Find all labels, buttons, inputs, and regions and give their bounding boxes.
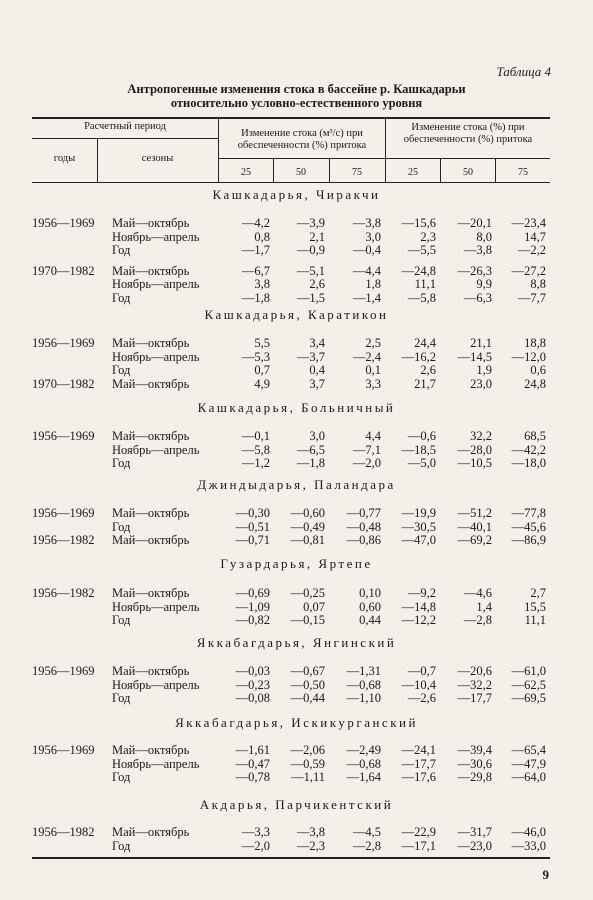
table-row [0,664,593,678]
header-divider-period [218,117,219,182]
header-flow-pct: Изменение стока (%) при обеспеченности (%) притока [403,122,533,145]
season-cell: Ноябрь—апрель [112,599,200,614]
value-cell: —4,4 [352,263,381,278]
value-cell: —12,2 [401,613,436,628]
value-cell: —26,3 [457,263,492,278]
value-cell: —0,15 [290,613,325,628]
value-cell: 11,1 [414,277,436,292]
table-row [0,839,593,853]
header-prob-50: 50 [296,167,306,178]
value-cell: 32,2 [470,429,492,443]
value-cell: —5,0 [407,456,436,471]
value-cell: 0,10 [359,586,381,600]
value-cell: —3,8 [352,216,381,230]
value-cell: —0,7 [407,664,436,678]
table-row [0,691,593,705]
section-title: Яккабагдарья, Искикурганский [175,715,418,730]
value-cell: —46,0 [511,825,546,839]
value-cell: —0,71 [235,533,270,548]
section-title: Джиндыдарья, Паландара [197,477,396,492]
value-cell: 24,8 [524,376,546,391]
value-cell: —47,0 [401,533,436,548]
value-cell: —0,30 [235,506,270,520]
table-title-line1: Антропогенные изменения стока в бассейне р. Кашкадарьи [127,82,466,96]
value-cell: —1,8 [296,456,325,471]
header-years: годы [53,153,76,164]
table-row [0,336,593,350]
table-row [0,277,593,291]
years-cell: 1956—1969 [32,506,95,520]
value-cell: —4,6 [463,586,492,600]
value-cell: —0,86 [346,533,381,548]
value-cell: —9,2 [407,586,436,600]
value-cell: 14,7 [524,229,546,244]
value-cell: —1,2 [241,456,270,471]
table-row [0,363,593,377]
table-row [0,506,593,520]
value-cell: —17,7 [457,691,492,706]
season-cell: Май—октябрь [112,533,190,548]
table-row [0,216,593,230]
years-cell: 1956—1982 [32,586,95,600]
season-cell: Ноябрь—апрель [112,349,200,364]
header-prob-25: 25 [241,167,251,178]
value-cell: 0,8 [254,229,270,244]
value-cell: —2,8 [352,838,381,853]
value-cell: —39,4 [457,743,492,757]
value-cell: —0,51 [235,519,270,534]
value-cell: —17,7 [401,756,436,771]
table-row [0,429,593,443]
value-cell: —22,9 [401,825,436,839]
value-cell: 0,60 [359,599,381,614]
season-cell: Ноябрь—апрель [112,277,200,292]
value-cell: —1,31 [346,664,381,678]
value-cell: —1,09 [235,599,270,614]
season-cell: Год [112,456,131,471]
value-cell: —1,4 [352,291,381,305]
season-cell: Ноябрь—апрель [112,677,200,692]
section-title: Кашкадарья, Больничный [197,400,396,415]
value-cell: —0,1 [241,429,270,443]
header-period: Расчетный период [84,121,166,132]
value-cell: —4,2 [241,216,270,230]
value-cell: —18,0 [511,456,546,471]
table-row [0,443,593,457]
value-cell: —2,8 [463,613,492,628]
value-cell: —17,6 [401,770,436,785]
years-cell: 1956—1969 [32,743,95,757]
table-row [0,533,593,547]
season-cell: Ноябрь—апрель [112,756,200,771]
value-cell: 0,4 [309,363,325,378]
section-title: Гузардарья, Яртепе [220,556,373,571]
value-cell: —32,2 [457,677,492,692]
value-cell: —27,2 [511,263,546,278]
header-prob-25: 25 [408,167,418,178]
value-cell: 2,7 [530,586,546,600]
value-cell: 3,0 [309,429,325,443]
value-cell: 3,0 [365,229,381,244]
years-cell: 1956—1982 [32,825,95,839]
value-cell: —18,5 [401,442,436,457]
table-row [0,377,593,391]
value-cell: —24,1 [401,743,436,757]
header-flow-m3: Изменение стока (м³/с) при обеспеченности (%) притока [237,128,367,151]
value-cell: —1,10 [346,691,381,706]
season-cell: Май—октябрь [112,216,190,230]
value-cell: —1,5 [296,291,325,305]
value-cell: —1,61 [235,743,270,757]
value-cell: —0,9 [296,243,325,258]
value-cell: —40,1 [457,519,492,534]
table-row [0,350,593,364]
season-cell: Май—октябрь [112,664,190,678]
table-row [0,678,593,692]
value-cell: —0,4 [352,243,381,258]
value-cell: 1,4 [476,599,492,614]
header-divider [273,158,274,182]
value-cell: —2,0 [352,456,381,471]
value-cell: —23,0 [457,838,492,853]
value-cell: —30,6 [457,756,492,771]
season-cell: Ноябрь—апрель [112,442,200,457]
table-row [0,230,593,244]
value-cell: —19,9 [401,506,436,520]
season-cell: Год [112,613,131,628]
table-row [0,456,593,470]
header-divider [329,158,330,182]
value-cell: —6,3 [463,291,492,305]
value-cell: 2,3 [420,229,436,244]
value-cell: 5,5 [254,336,270,350]
season-cell: Год [112,363,131,378]
value-cell: —61,0 [511,664,546,678]
value-cell: —51,2 [457,506,492,520]
value-cell: —5,8 [241,442,270,457]
value-cell: —24,8 [401,263,436,278]
value-cell: —0,60 [290,506,325,520]
value-cell: —0,67 [290,664,325,678]
table-row [0,291,593,305]
value-cell: 21,1 [470,336,492,350]
value-cell: —20,1 [457,216,492,230]
years-cell: 1956—1969 [32,664,95,678]
value-cell: 4,9 [254,376,270,391]
value-cell: 3,4 [309,336,325,350]
years-cell: 1956—1969 [32,429,95,443]
table-row [0,243,593,257]
value-cell: —3,8 [463,243,492,258]
value-cell: —0,59 [290,756,325,771]
value-cell: —10,5 [457,456,492,471]
table-row [0,770,593,784]
value-cell: —69,5 [511,691,546,706]
value-cell: 11,1 [524,613,546,628]
value-cell: —28,0 [457,442,492,457]
header-prob-75: 75 [518,167,528,178]
table-label: Таблица 4 [496,64,551,79]
header-bottom-rule [32,182,550,183]
value-cell: 9,9 [476,277,492,292]
value-cell: —47,9 [511,756,546,771]
value-cell: —62,5 [511,677,546,692]
season-cell: Май—октябрь [112,336,190,350]
value-cell: —5,8 [407,291,436,305]
value-cell: —1,7 [241,243,270,258]
value-cell: 21,7 [414,376,436,391]
value-cell: —29,8 [457,770,492,785]
value-cell: 18,8 [524,336,546,350]
value-cell: —3,9 [296,216,325,230]
value-cell: —0,78 [235,770,270,785]
table-row [0,825,593,839]
value-cell: —1,11 [291,770,325,785]
value-cell: —2,2 [517,243,546,258]
value-cell: 0,1 [365,363,381,378]
value-cell: 15,5 [524,599,546,614]
value-cell: —0,47 [235,756,270,771]
header-divider-units [385,117,386,182]
value-cell: —45,6 [511,519,546,534]
value-cell: —14,5 [457,349,492,364]
season-cell: Май—октябрь [112,376,190,391]
season-cell: Год [112,291,131,305]
value-cell: —64,0 [511,770,546,785]
value-cell: —7,7 [517,291,546,305]
value-cell: 3,7 [309,376,325,391]
value-cell: 0,6 [530,363,546,378]
value-cell: 0,44 [359,613,381,628]
section-title: Кашкадарья, Чиракчи [212,187,381,202]
value-cell: —0,50 [290,677,325,692]
table-row [0,600,593,614]
table-row [0,757,593,771]
season-cell: Май—октябрь [112,586,190,600]
years-cell: 1956—1969 [32,216,95,230]
value-cell: —6,7 [241,263,270,278]
value-cell: 1,8 [365,277,381,292]
value-cell: 68,5 [524,429,546,443]
season-cell: Май—октябрь [112,429,190,443]
value-cell: —0,48 [346,519,381,534]
value-cell: —2,06 [290,743,325,757]
value-cell: 2,5 [365,336,381,350]
value-cell: 3,8 [254,277,270,292]
years-cell: 1956—1969 [32,336,95,350]
value-cell: —10,4 [401,677,436,692]
header-prob-rule [218,158,550,159]
value-cell: —7,1 [352,442,381,457]
table-bottom-rule [32,857,550,859]
value-cell: 4,4 [365,429,381,443]
value-cell: —31,7 [457,825,492,839]
value-cell: 23,0 [470,376,492,391]
value-cell: —42,2 [511,442,546,457]
value-cell: —5,1 [296,263,325,278]
value-cell: 2,1 [309,229,325,244]
years-cell: 1956—1982 [32,533,95,548]
season-cell: Май—октябрь [112,743,190,757]
value-cell: —33,0 [511,838,546,853]
value-cell: 1,9 [476,363,492,378]
season-cell: Год [112,519,131,534]
header-prob-75: 75 [352,167,362,178]
value-cell: —0,69 [235,586,270,600]
season-cell: Ноябрь—апрель [112,229,200,244]
value-cell: —1,8 [241,291,270,305]
value-cell: —2,6 [407,691,436,706]
value-cell: —30,5 [401,519,436,534]
value-cell: —23,4 [511,216,546,230]
section-title: Яккабагдарья, Янгинский [196,635,397,650]
value-cell: —65,4 [511,743,546,757]
season-cell: Год [112,838,131,853]
value-cell: 2,6 [420,363,436,378]
value-cell: —77,8 [511,506,546,520]
table-row [0,520,593,534]
value-cell: —69,2 [457,533,492,548]
table-row [0,743,593,757]
value-cell: —16,2 [401,349,436,364]
value-cell: —86,9 [511,533,546,548]
season-cell: Год [112,691,131,706]
value-cell: 3,3 [365,376,381,391]
season-cell: Май—октябрь [112,263,190,278]
value-cell: —5,3 [241,349,270,364]
header-seasons: сезоны [141,153,174,164]
value-cell: —0,44 [290,691,325,706]
value-cell: —4,5 [352,825,381,839]
value-cell: —0,23 [235,677,270,692]
table-row [0,586,593,600]
value-cell: —5,5 [407,243,436,258]
season-cell: Май—октябрь [112,506,190,520]
value-cell: —2,3 [296,838,325,853]
value-cell: —2,49 [346,743,381,757]
value-cell: —12,0 [511,349,546,364]
header-prob-50: 50 [463,167,473,178]
value-cell: —0,6 [407,429,436,443]
years-cell: 1970—1982 [32,376,95,391]
value-cell: —15,6 [401,216,436,230]
section-title: Кашкадарья, Каратикон [204,307,389,322]
value-cell: —3,7 [296,349,325,364]
season-cell: Май—октябрь [112,825,190,839]
value-cell: —0,81 [290,533,325,548]
value-cell: —2,0 [241,838,270,853]
value-cell: —6,5 [296,442,325,457]
season-cell: Год [112,770,131,785]
value-cell: —0,49 [290,519,325,534]
value-cell: 8,0 [476,229,492,244]
value-cell: —14,8 [401,599,436,614]
table-row [0,613,593,627]
value-cell: 24,4 [414,336,436,350]
value-cell: —0,77 [346,506,381,520]
section-title: Акдарья, Парчикентский [199,797,394,812]
value-cell: 8,8 [530,277,546,292]
value-cell: —0,03 [235,664,270,678]
value-cell: —17,1 [401,838,436,853]
value-cell: —0,68 [346,756,381,771]
value-cell: 0,7 [254,363,270,378]
value-cell: —1,64 [346,770,381,785]
page-number: 9 [542,867,549,882]
header-top-rule [32,117,550,119]
years-cell: 1970—1982 [32,263,95,278]
value-cell: —0,25 [290,586,325,600]
header-divider [440,158,441,182]
value-cell: 2,6 [309,277,325,292]
value-cell: —0,82 [235,613,270,628]
value-cell: —20,6 [457,664,492,678]
value-cell: 0,07 [303,599,325,614]
table-title-line2: относительно условно-естественного уровня [170,96,423,110]
header-divider [495,158,496,182]
value-cell: —2,4 [352,349,381,364]
header-period-rule [32,138,218,139]
value-cell: —3,3 [241,825,270,839]
value-cell: —0,08 [235,691,270,706]
table-row [0,264,593,278]
value-cell: —0,68 [346,677,381,692]
value-cell: —3,8 [296,825,325,839]
season-cell: Год [112,243,131,258]
